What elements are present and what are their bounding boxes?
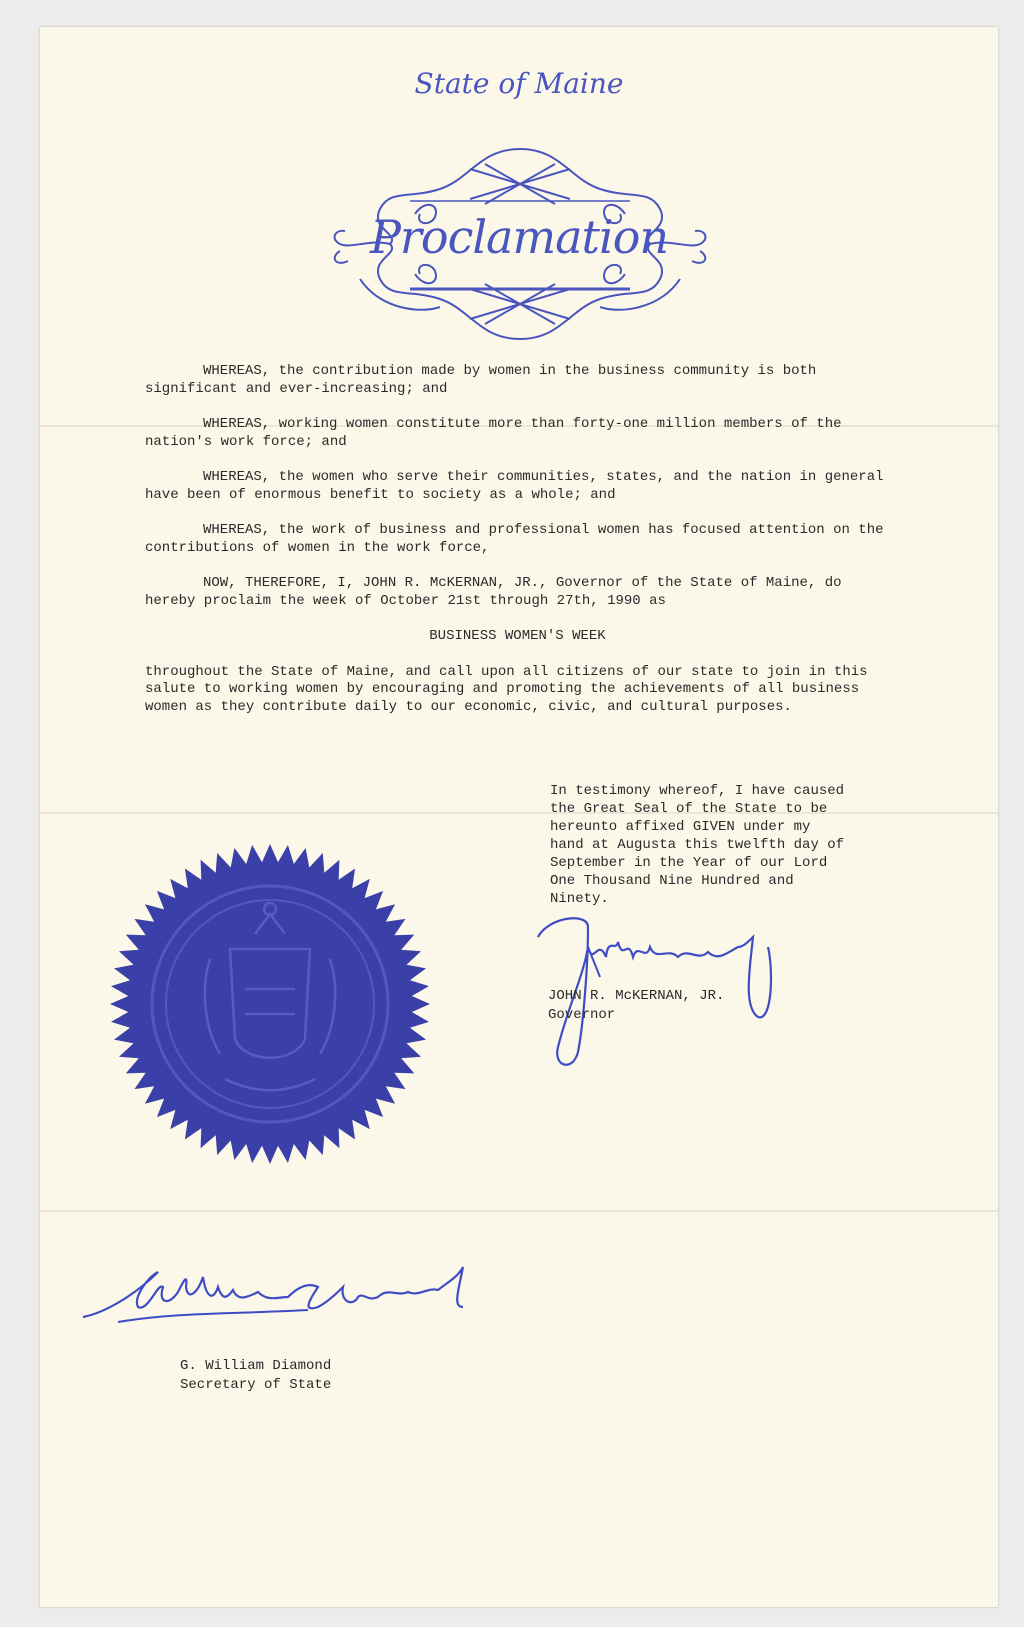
proclaimed-week-title: BUSINESS WOMEN'S WEEK: [429, 628, 606, 644]
secretary-signature: [78, 1252, 478, 1342]
testimony-block: In testimony whereof, I have caused the Great Seal of the State to be hereunto affixed GIVEN under my hand at Augusta this twelfth day of September in the Year of our Lord One Thousand Nine Hundred and Ninety.: [550, 783, 845, 907]
proclamation-page: [40, 27, 998, 1607]
secretary-block: [180, 1357, 331, 1395]
secretary-name: G. William Diamond: [180, 1358, 332, 1374]
proclamation-heading: Proclamation: [369, 210, 669, 264]
whereas-paragraph: WHEREAS, the work of business and professional women has focused attention on the contributions of women in the work force,: [145, 522, 884, 556]
now-therefore-paragraph: NOW, THEREFORE, I, JOHN R. McKERNAN, JR., Governor of the State of Maine, do hereby proclaim the week of October 21st through 27th, 1990 as: [145, 575, 842, 609]
governor-title: Governor: [548, 1007, 616, 1023]
state-title: State of Maine: [414, 67, 624, 100]
proclamation-body: [145, 363, 890, 734]
whereas-paragraph: WHEREAS, the women who serve their communities, states, and the nation in general have been of enormous benefit to society as a whole; and: [145, 469, 884, 503]
paper-fold-line: [40, 1210, 998, 1212]
governor-name: JOHN R. McKERNAN, JR.: [548, 988, 725, 1004]
great-seal-icon: [105, 839, 435, 1169]
whereas-paragraph: WHEREAS, the contribution made by women in the business community is both significant and ever-increasing; and: [145, 363, 817, 397]
secretary-title: Secretary of State: [180, 1377, 332, 1393]
closing-paragraph: throughout the State of Maine, and call upon all citizens of our state to join in this salute to working women by encouraging and promoting the achievements of all business women as they contribute daily to our economic, civic, and cultural purposes.: [145, 663, 868, 715]
governor-block: [548, 987, 724, 1025]
whereas-paragraph: WHEREAS, working women constitute more than forty-one million members of the nation's work force; and: [145, 416, 842, 450]
